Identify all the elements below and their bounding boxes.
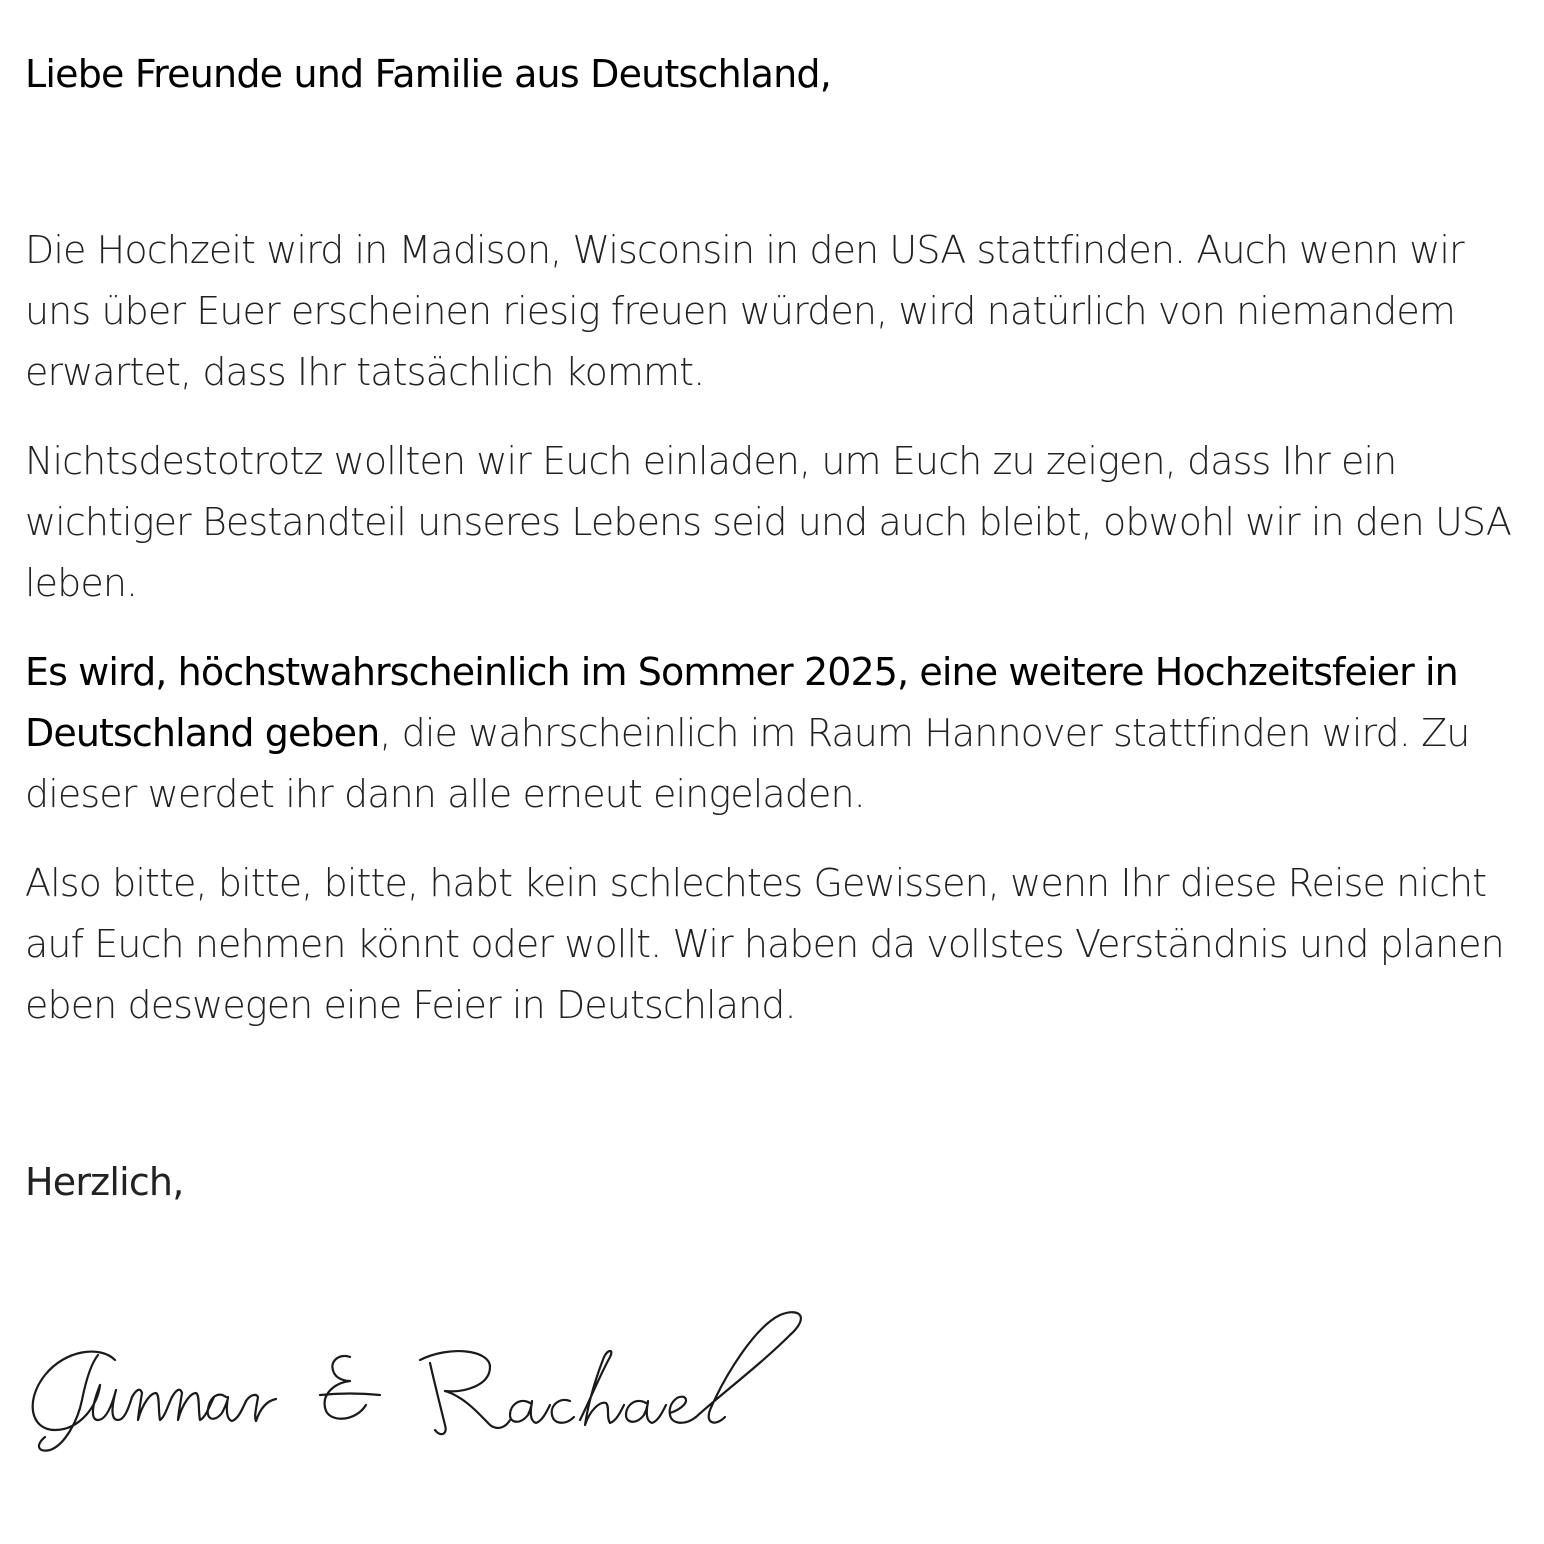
handwritten-signature	[20, 1305, 810, 1465]
germany-celebration-emphasis: Es wird, höchstwahrscheinlich im Sommer 2025, eine weitere Hochzeitsfeier in Deutschland geben	[25, 650, 1458, 755]
signature-drawing	[20, 1305, 810, 1465]
paragraph-no-guilt: Also bitte, bitte, bitte, habt kein schlechtes Gewissen, wenn Ihr diese Reise nicht auf Euch nehmen könnt oder wollt. Wir haben da vollstes Verständnis und planen eben deswegen eine Feier in Deutschland.	[25, 861, 1504, 1027]
paragraph-germany-celebration	[25, 642, 1530, 825]
letter-closing: Herzlich,	[25, 1160, 184, 1204]
paragraph-invitation-reason: Nichtsdestotrotz wollten wir Euch einladen, um Euch zu zeigen, dass Ihr ein wichtiger Bestandteil unseres Lebens seid und auch bleibt, obwohl wir in den USA leben.	[25, 439, 1511, 605]
germany-celebration-details: , die wahrscheinlich im Raum Hannover stattfinden wird. Zu dieser werdet ihr dann alle erneut eingeladen.	[25, 711, 1470, 816]
paragraph-wedding-location: Die Hochzeit wird in Madison, Wisconsin in den USA stattfinden. Auch wenn wir uns über Euer erscheinen riesig freuen würden, wird natürlich von niemandem erwartet, dass Ihr tatsächlich kommt.	[25, 228, 1464, 394]
letter-greeting: Liebe Freunde und Familie aus Deutschland,	[25, 52, 832, 96]
